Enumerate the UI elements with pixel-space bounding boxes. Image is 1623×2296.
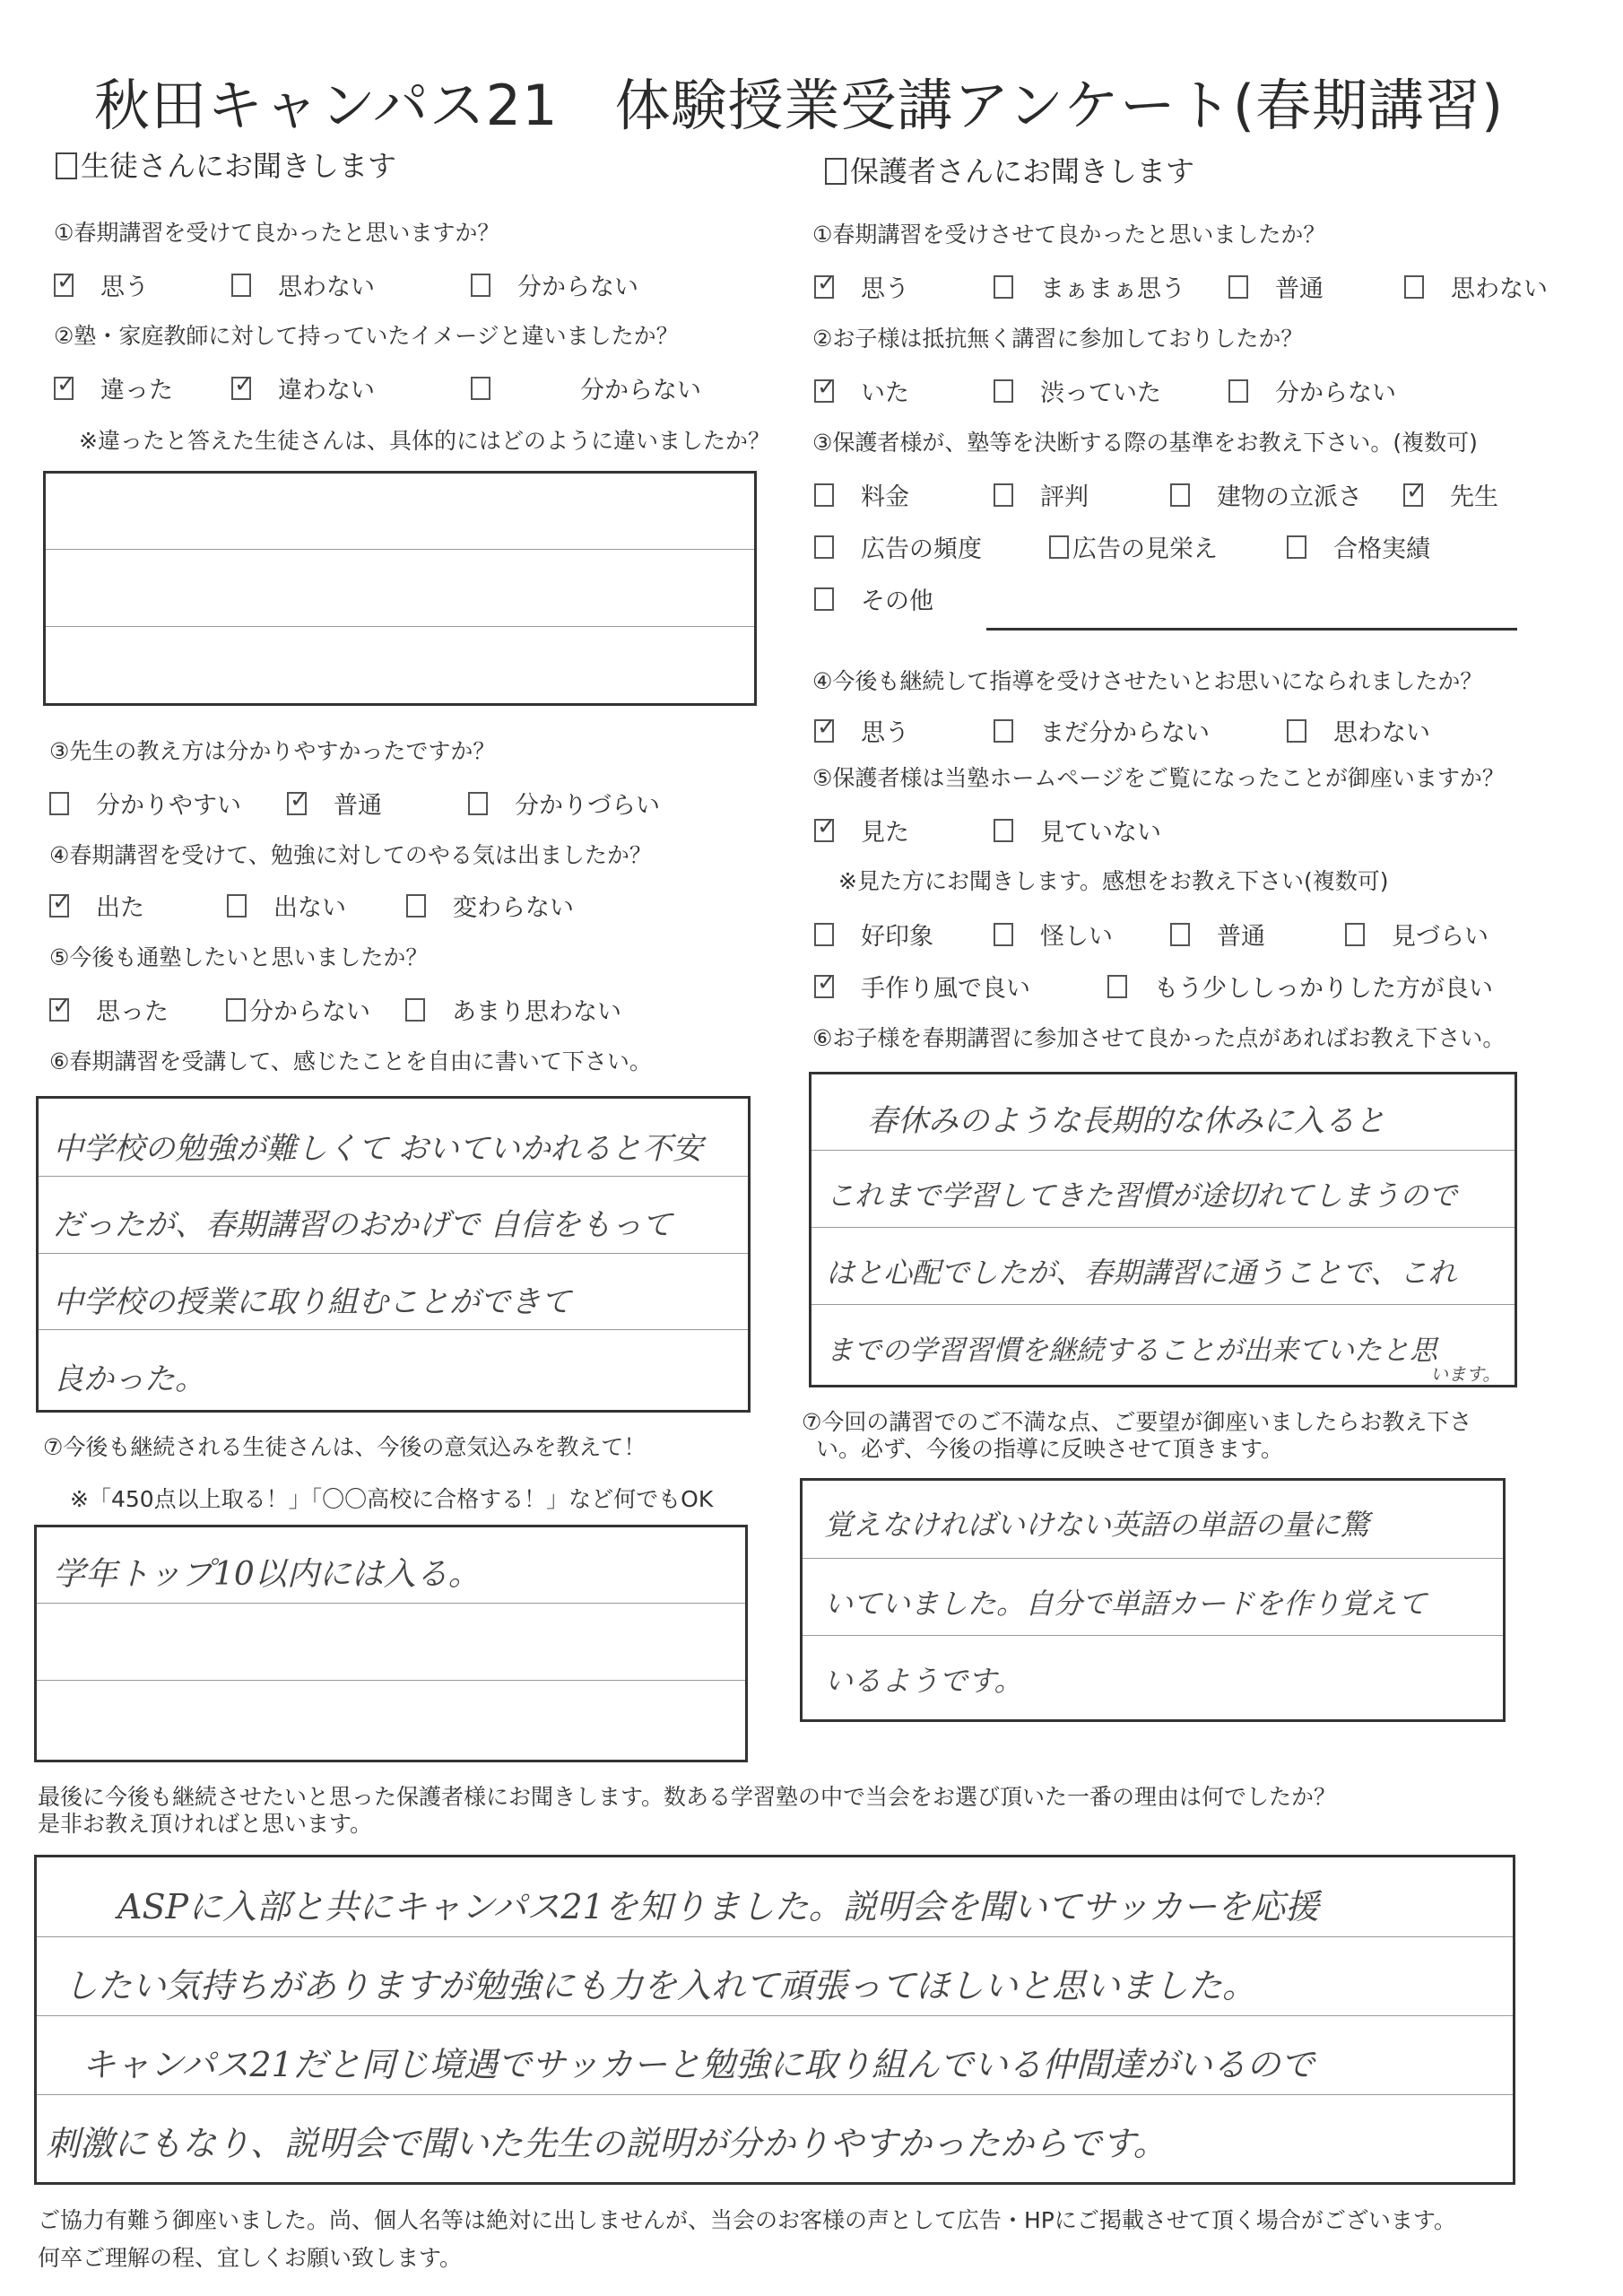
student-section-header <box>56 144 396 185</box>
parent-q5-opt-normal[interactable]: 普通 <box>1170 917 1265 952</box>
student-q2-opt-0[interactable]: ✓ 違った <box>54 370 173 405</box>
checkbox-checked-icon[interactable] <box>287 792 307 815</box>
parent-q1-opt-3[interactable]: 思わない <box>1404 269 1548 304</box>
checkbox-icon[interactable] <box>814 535 834 559</box>
checkbox-icon[interactable] <box>1287 535 1306 559</box>
parent-q1: ①春期講習を受けさせて良かったと思いましたか？ <box>812 222 1326 248</box>
final-question-line1: 最後に今後も継続させたいと思った保護者様にお聞きします。数ある学習塾の中で当会をお選び頂いた一番の理由は何でしたか？ <box>38 1784 1337 1810</box>
final-question-line2: 是非お教え頂ければと思います。 <box>38 1811 373 1837</box>
parent-q5-opt-good[interactable]: 好印象 <box>814 917 933 952</box>
parent-q2: ②お子様は抵抗無く講習に参加しておりしたか？ <box>812 326 1304 352</box>
parent-q5-opt-handmade[interactable]: ✓ 手作り風で良い <box>814 969 1030 1004</box>
checkbox-icon[interactable] <box>814 483 834 507</box>
checkbox-icon[interactable] <box>471 274 490 297</box>
checkbox-icon[interactable] <box>1228 275 1248 299</box>
parent-q6: ⑥お子様を春期講習に参加させて良かった点があればお教え下さい。 <box>812 1025 1506 1051</box>
answer-line: 良かった。 <box>53 1361 205 1397</box>
checkbox-icon[interactable] <box>468 792 488 815</box>
ruled-line <box>812 1227 1515 1228</box>
student-q6-answer-box[interactable] <box>36 1096 751 1413</box>
student-q2-opt-2[interactable]: 分からない <box>471 370 701 405</box>
ruled-line <box>803 1558 1503 1559</box>
ruled-line <box>37 1603 745 1604</box>
student-q5-opt-2[interactable]: あまり思わない <box>405 992 621 1027</box>
answer-line: だったが、春期講習のおかげで 自信をもって <box>53 1207 673 1243</box>
checkbox-icon[interactable] <box>227 894 247 918</box>
parent-q5-opt-hard-to-see[interactable]: 見づらい <box>1345 917 1488 952</box>
header-box-icon <box>56 152 77 179</box>
student-q7-answer-box[interactable] <box>34 1525 748 1762</box>
checkbox-icon[interactable] <box>1107 975 1127 998</box>
parent-q3-opt-results[interactable]: 合格実績 <box>1287 529 1430 564</box>
checkbox-icon[interactable] <box>1287 719 1306 743</box>
checkbox-checked-icon[interactable] <box>231 377 251 400</box>
checkbox-icon[interactable] <box>994 719 1013 743</box>
footer-line1: ご協力有難う御座いました。尚、個人名等は絶対に出しませんが、当会のお客様の声として広告・HPにご掲載させて頂く場合がございます。 <box>38 2207 1456 2233</box>
checkbox-icon[interactable] <box>471 377 490 400</box>
parent-q3-opt-teacher[interactable]: ✓ 先生 <box>1403 477 1498 512</box>
parent-q5: ⑤保護者様は当塾ホームページをご覧になったことが御座いますか？ <box>812 765 1505 791</box>
answer-line: 刺激にもなり、説明会で聞いた先生の説明が分かりやすかったからです。 <box>46 2124 1167 2163</box>
answer-line: 中学校の勉強が難しくて おいていかれると不安 <box>53 1131 703 1167</box>
checkbox-icon[interactable] <box>231 274 251 297</box>
final-answer-box[interactable] <box>34 1855 1515 2185</box>
answer-line: までの学習習慣を継続することが出来ていたと思 <box>826 1335 1437 1367</box>
answer-line: 学年トップ10以内には入る。 <box>53 1556 481 1593</box>
ruled-line <box>46 549 754 550</box>
parent-q7-line2: い。必ず、今後の指導に反映させて頂きます。 <box>816 1436 1284 1462</box>
answer-line: いるようです。 <box>824 1664 1023 1698</box>
answer-line: 春休みのような長期的な休みに入ると <box>867 1103 1385 1139</box>
page-title: 秋田キャンパス21 体験授業受講アンケート(春期講習) <box>94 73 1505 138</box>
parent-q7-line1: ⑦今回の講習でのご不満な点、ご要望が御座いましたらお教え下さ <box>802 1409 1472 1435</box>
student-q3-opt-2[interactable]: 分かりづらい <box>468 786 660 821</box>
answer-line: はと心配でしたが、春期講習に通うことで、これ <box>826 1256 1457 1290</box>
parent-q3-opt-other[interactable]: その他 <box>814 581 933 616</box>
parent-q4-opt-2[interactable]: 思わない <box>1287 713 1430 748</box>
student-q5: ⑤今後も通塾したいと思いましたか？ <box>49 944 429 970</box>
student-q5-opt-0[interactable]: ✓ 思った <box>49 992 169 1027</box>
parent-q3-other-input[interactable] <box>986 628 1517 631</box>
checkbox-icon[interactable] <box>994 819 1013 842</box>
ruled-line <box>37 1936 1513 1937</box>
student-q1: ①春期講習を受けて良かったと思いますか？ <box>54 220 500 246</box>
parent-q4-opt-0[interactable]: ✓ 思う <box>814 713 909 748</box>
parent-q5-opt-suspicious[interactable]: 怪しい <box>994 917 1113 952</box>
ruled-line <box>37 2015 1513 2016</box>
checkbox-checked-icon[interactable] <box>814 379 834 403</box>
parent-q1-opt-2[interactable]: 普通 <box>1228 269 1324 304</box>
parent-q7-answer-box[interactable] <box>800 1478 1506 1722</box>
student-q1-opt-0[interactable]: ✓ 思う <box>54 267 149 302</box>
checkbox-icon[interactable] <box>1170 483 1190 507</box>
ruled-line <box>46 626 754 627</box>
checkbox-icon[interactable] <box>814 923 834 946</box>
student-q4-opt-1[interactable]: 出ない <box>227 888 346 923</box>
parent-q5-opt-1[interactable]: 見ていない <box>994 813 1161 848</box>
student-q1-opt-1[interactable]: 思わない <box>231 267 375 302</box>
parent-q3-opt-building[interactable]: 建物の立派さ <box>1170 477 1362 512</box>
parent-q2-opt-1[interactable]: 渋っていた <box>994 373 1161 408</box>
student-q4-opt-2[interactable]: 変わらない <box>406 888 574 923</box>
checkbox-icon[interactable] <box>405 998 425 1022</box>
checkbox-checked-icon[interactable] <box>54 377 74 400</box>
checkbox-checked-icon[interactable] <box>49 894 69 918</box>
checkbox-checked-icon[interactable] <box>1403 483 1423 507</box>
student-q6: ⑥春期講習を受講して、感じたことを自由に書いて下さい。 <box>49 1048 652 1074</box>
parent-q4-opt-1[interactable]: まだ分からない <box>994 713 1210 748</box>
header-box-icon <box>825 158 846 185</box>
checkbox-checked-icon[interactable] <box>49 998 69 1022</box>
student-q5-opt-1[interactable]: 分からない <box>226 992 370 1027</box>
ruled-line <box>37 1680 745 1681</box>
parent-section-header <box>825 149 1194 190</box>
checkbox-checked-icon[interactable] <box>814 819 834 842</box>
footer-line2: 何卒ご理解の程、宜しくお願い致します。 <box>38 2245 463 2271</box>
student-q3-opt-1[interactable]: ✓ 普通 <box>287 786 382 821</box>
checkbox-icon[interactable] <box>994 275 1013 299</box>
parent-q3-opt-ad-frequency[interactable]: 広告の頻度 <box>814 529 982 564</box>
ruled-line <box>812 1150 1515 1151</box>
student-q7-note: ※「450点以上取る！」「〇〇高校に合格する！」など何でもOK <box>70 1486 714 1512</box>
checkbox-icon[interactable] <box>49 792 69 815</box>
answer-line: これまで学習してきた習慣が途切れてしまうので <box>826 1178 1458 1213</box>
parent-q4: ④今後も継続して指導を受けさせたいとお思いになられましたか？ <box>812 668 1483 694</box>
checkbox-icon[interactable] <box>994 379 1013 403</box>
checkbox-icon[interactable] <box>1404 275 1424 299</box>
answer-line: ASPに入部と共にキャンパス21を知りました。説明会を聞いてサッカーを応援 <box>117 1887 1319 1926</box>
ruled-line <box>39 1329 748 1330</box>
ruled-line <box>39 1176 748 1177</box>
checkbox-icon[interactable] <box>226 998 246 1022</box>
checkbox-checked-icon[interactable] <box>54 274 74 297</box>
answer-line: したい気持ちがありますが勉強にも力を入れて頑張ってほしいと思いました。 <box>64 1966 1257 2005</box>
parent-header-text: 保護者さんにお聞きします <box>850 154 1195 188</box>
student-q3: ③先生の教え方は分かりやすかったですか？ <box>49 738 496 764</box>
student-q2-answer-box[interactable] <box>43 471 757 706</box>
parent-q6-answer-box[interactable] <box>809 1072 1517 1387</box>
student-q4-opt-0[interactable]: ✓ 出た <box>49 888 144 923</box>
checkbox-checked-icon[interactable] <box>814 719 834 743</box>
student-q2-note: ※違ったと答えた生徒さんは、具体的にはどのように違いましたか？ <box>79 428 770 454</box>
parent-q3: ③保護者様が、塾等を決断する際の基準をお教え下さい。(複数可) <box>812 430 1478 456</box>
checkbox-icon[interactable] <box>406 894 426 918</box>
checkbox-checked-icon[interactable] <box>814 275 834 299</box>
student-q7: ⑦今後も継続される生徒さんは、今後の意気込みを教えて！ <box>43 1434 647 1460</box>
student-q4: ④春期講習を受けて、勉強に対してのやる気は出ましたか？ <box>49 842 652 868</box>
answer-line: 中学校の授業に取り組むことができて <box>53 1284 571 1320</box>
parent-q1-opt-1[interactable]: まぁまぁ思う <box>994 269 1185 304</box>
parent-q3-opt-ad-appearance[interactable]: 広告の見栄え <box>1049 529 1218 564</box>
student-q1-opt-2[interactable]: 分からない <box>471 267 638 302</box>
answer-line: キャンパス21だと同じ境遇でサッカーと勉強に取り組んでいる仲間達がいるので <box>82 2045 1315 2084</box>
student-q3-opt-0[interactable]: 分かりやすい <box>49 786 241 821</box>
ruled-line <box>37 2094 1513 2095</box>
parent-q3-opt-fee[interactable]: 料金 <box>814 477 909 512</box>
checkbox-checked-icon[interactable] <box>814 975 834 998</box>
parent-q3-opt-reputation[interactable]: 評判 <box>994 477 1089 512</box>
ruled-line <box>39 1253 748 1254</box>
checkbox-icon[interactable] <box>994 923 1013 946</box>
answer-line: いていました。自分で単語カードを作り覚えて <box>824 1587 1428 1621</box>
student-header-text: 生徒さんにお聞きします <box>81 149 397 183</box>
checkbox-icon[interactable] <box>994 483 1013 507</box>
answer-line: います。 <box>1430 1363 1501 1385</box>
parent-q2-opt-0[interactable]: ✓ いた <box>814 373 909 408</box>
student-q2: ②塾・家庭教師に対して持っていたイメージと違いましたか？ <box>54 323 679 349</box>
parent-q1-opt-0[interactable]: ✓ 思う <box>814 269 909 304</box>
parent-q2-opt-2[interactable]: 分からない <box>1228 373 1396 408</box>
ruled-line <box>803 1635 1503 1636</box>
parent-q5-opt-more-solid[interactable]: もう少ししっかりした方が良い <box>1107 969 1493 1004</box>
ruled-line <box>812 1304 1515 1305</box>
checkbox-icon[interactable] <box>1228 379 1248 403</box>
answer-line: 覚えなければいけない英語の単語の量に驚 <box>824 1508 1370 1542</box>
checkbox-icon[interactable] <box>1345 923 1365 946</box>
parent-q5-note: ※見た方にお聞きします。感想をお教え下さい(複数可) <box>838 868 1389 894</box>
checkbox-icon[interactable] <box>1170 923 1190 946</box>
checkbox-icon[interactable] <box>814 587 834 611</box>
checkbox-icon[interactable] <box>1049 535 1069 559</box>
parent-q5-opt-0[interactable]: ✓ 見た <box>814 813 909 848</box>
student-q2-opt-1[interactable]: ✓ 違わない <box>231 370 375 405</box>
